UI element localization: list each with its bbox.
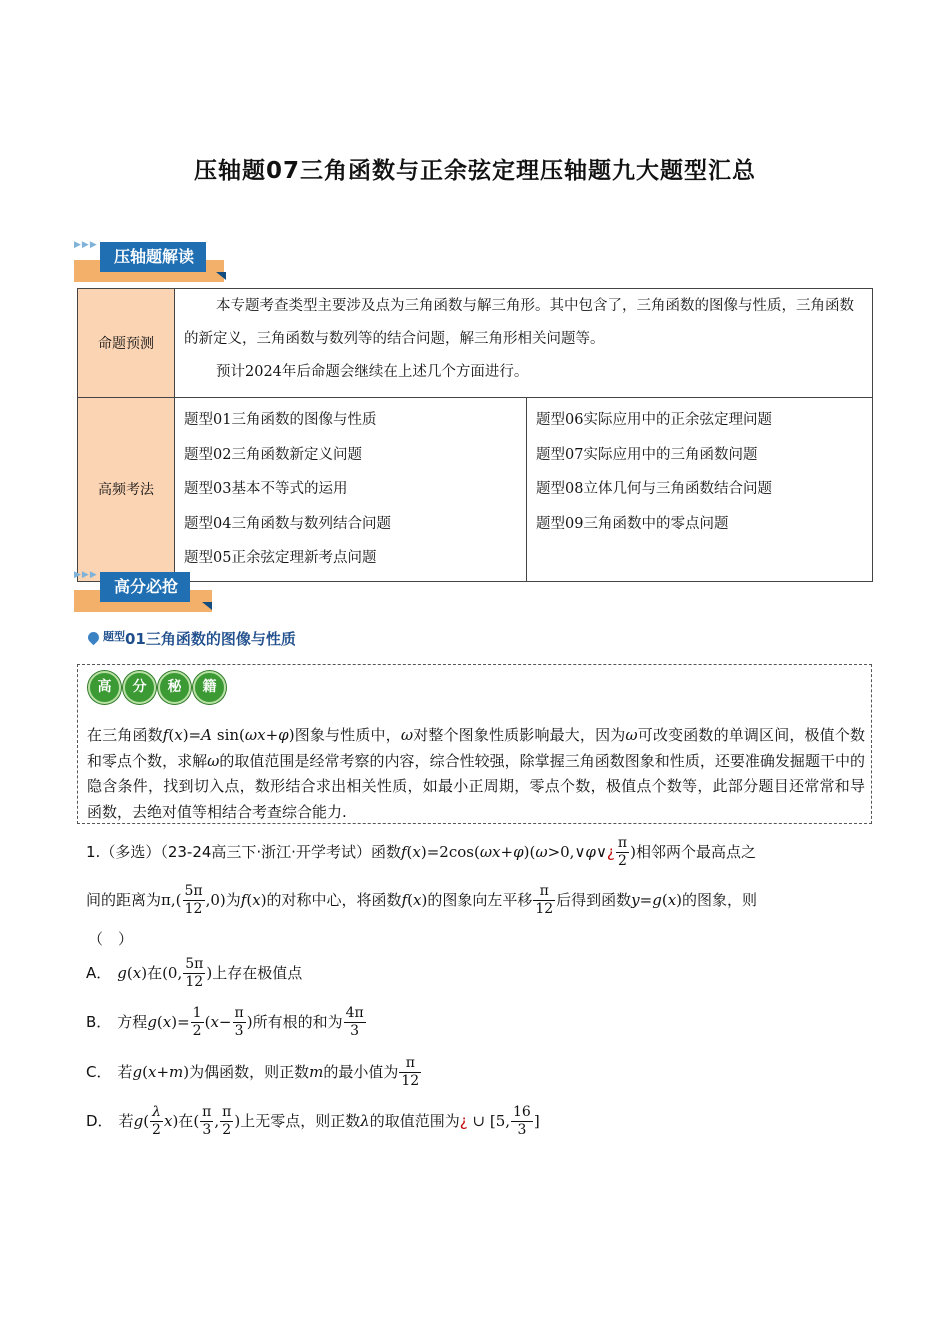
list-item: 题型01三角函数的图像与性质 — [184, 412, 377, 428]
tips-text: 在三角函数f(x)=A sin(ωx+φ)图象与性质中，ω对整个图象性质影响最大，因为ω可改变函数的单调区间，极值个数和零点个数，求解ω的取值范围是经常考察的内容，综合性较强，除掌握三角函数图象和性质，还要准确发掘题干中的隐含条件，找到切入点，数形结合求出相关性质，如最小正周期，零点个数，极值点个数等，此部分题目还常常和导函数，去绝对值等相结合考查综合能力. — [87, 726, 865, 821]
question-line: 1.（多选）（23-24高三下·浙江·开学考试）函数f(x)=2cos(ωx+φ)(ω>0,∨φ∨¿ $\frac{\pi}{2}$ )相邻两个最高点之 — [86, 835, 756, 869]
fraction: $\frac{\pi}{12}$ — [401, 1055, 420, 1089]
fraction: $\frac{\pi}{12}$ — [535, 883, 554, 917]
section-header-interpretation — [74, 240, 234, 284]
types-list-right — [528, 399, 871, 545]
list-item: 题型03基本不等式的运用 — [184, 481, 348, 497]
list-item: 题型02三角函数新定义问题 — [184, 446, 362, 463]
tips-box — [77, 664, 872, 824]
prediction-text — [175, 289, 873, 398]
types-list-left — [176, 399, 525, 580]
table-row — [78, 398, 873, 582]
overview-table — [77, 288, 873, 582]
option-c[interactable]: C． 若g(x+m)为偶函数，则正数m的最小值为 $\frac{\pi}{12}$ — [86, 1055, 420, 1089]
list-item: 题型07实际应用中的三角函数问题 — [536, 446, 758, 463]
option-a[interactable]: A． g(x)在(0, $\frac{5\pi}{12}$ )上存在极值点 — [86, 956, 303, 990]
type-tag: $^{题型}$01三角函数的图像与性质 — [88, 628, 296, 649]
fraction: $\frac{\lambda}{2}$ — [152, 1104, 161, 1138]
list-item: 题型05正余弦定理新考点问题 — [184, 550, 377, 566]
list-item: 题型04三角函数与数列结合问题 — [184, 515, 391, 532]
freq-label: 高频考法 — [78, 398, 175, 582]
types-right-cell — [527, 398, 873, 582]
badge: 籍 — [193, 671, 226, 704]
fraction: $\frac{5\pi}{12}$ — [185, 956, 204, 990]
section-header-high-score — [74, 570, 224, 614]
fraction: $\frac{4\pi}{3}$ — [345, 1005, 364, 1039]
types-left-cell — [175, 398, 527, 582]
list-item: 题型09三角函数中的零点问题 — [536, 515, 729, 532]
fraction: $\frac{\pi}{3}$ — [234, 1005, 244, 1039]
badge: 分 — [123, 671, 156, 704]
prediction-label: 命题预测 — [78, 289, 175, 398]
fraction: $\frac{16}{3}$ — [513, 1104, 531, 1138]
prediction-paragraph: 预计2024年后命题会继续在上述几个方面进行。 — [216, 364, 529, 380]
option-d[interactable]: D． 若g( $\frac{\lambda}{2}$ x)在( $\frac{\pi}{3}$ , $\frac{\pi}{2}$ )上无零点，则正数λ的取值范围为¿ ∪ [5, $\frac{16}{3}$ ] — [86, 1104, 540, 1138]
fraction: $\frac{1}{2}$ — [192, 1005, 202, 1039]
arrows-icon: ▶▶▶ — [74, 570, 98, 580]
badge: 高 — [88, 671, 121, 704]
section-label: 高分必抢 — [100, 572, 190, 602]
prediction-paragraph: 本专题考查类型主要涉及点为三角函数与解三角形。其中包含了，三角函数的图像与性质，三角函数的新定义，三角函数与数列等的结合问题，解三角形相关问题等。 — [184, 298, 854, 347]
fraction: $\frac{5\pi}{12}$ — [184, 883, 203, 917]
list-item: 题型06实际应用中的正余弦定理问题 — [536, 412, 772, 428]
table-row — [78, 289, 873, 398]
arrows-icon: ▶▶▶ — [74, 240, 98, 250]
question-line: 间的距离为π,( $\frac{5\pi}{12}$ ,0)为f(x)的对称中心，将函数f(x)的图象向左平移 $\frac{\pi}{12}$ 后得到函数y=g(x)的图象，则 — [86, 883, 758, 917]
location-pin-icon — [86, 630, 102, 646]
list-item: 题型08立体几何与三角函数结合问题 — [536, 481, 772, 497]
section-label: 压轴题解读 — [100, 242, 206, 272]
fraction: $\frac{\pi}{2}$ — [617, 835, 628, 869]
page-title: 压轴题07三角函数与正余弦定理压轴题九大题型汇总 — [193, 158, 756, 184]
option-b[interactable]: B． 方程g(x)= $\frac{1}{2}$ (x− $\frac{\pi}{3}$ )所有根的和为 $\frac{4\pi}{3}$ — [86, 1005, 364, 1039]
fraction: $\frac{\pi}{3}$ — [202, 1104, 212, 1138]
badge: 秘 — [158, 671, 191, 704]
answer-paren: （ ） — [88, 930, 134, 948]
secret-badges — [88, 671, 226, 704]
fraction: $\frac{\pi}{2}$ — [222, 1104, 232, 1138]
